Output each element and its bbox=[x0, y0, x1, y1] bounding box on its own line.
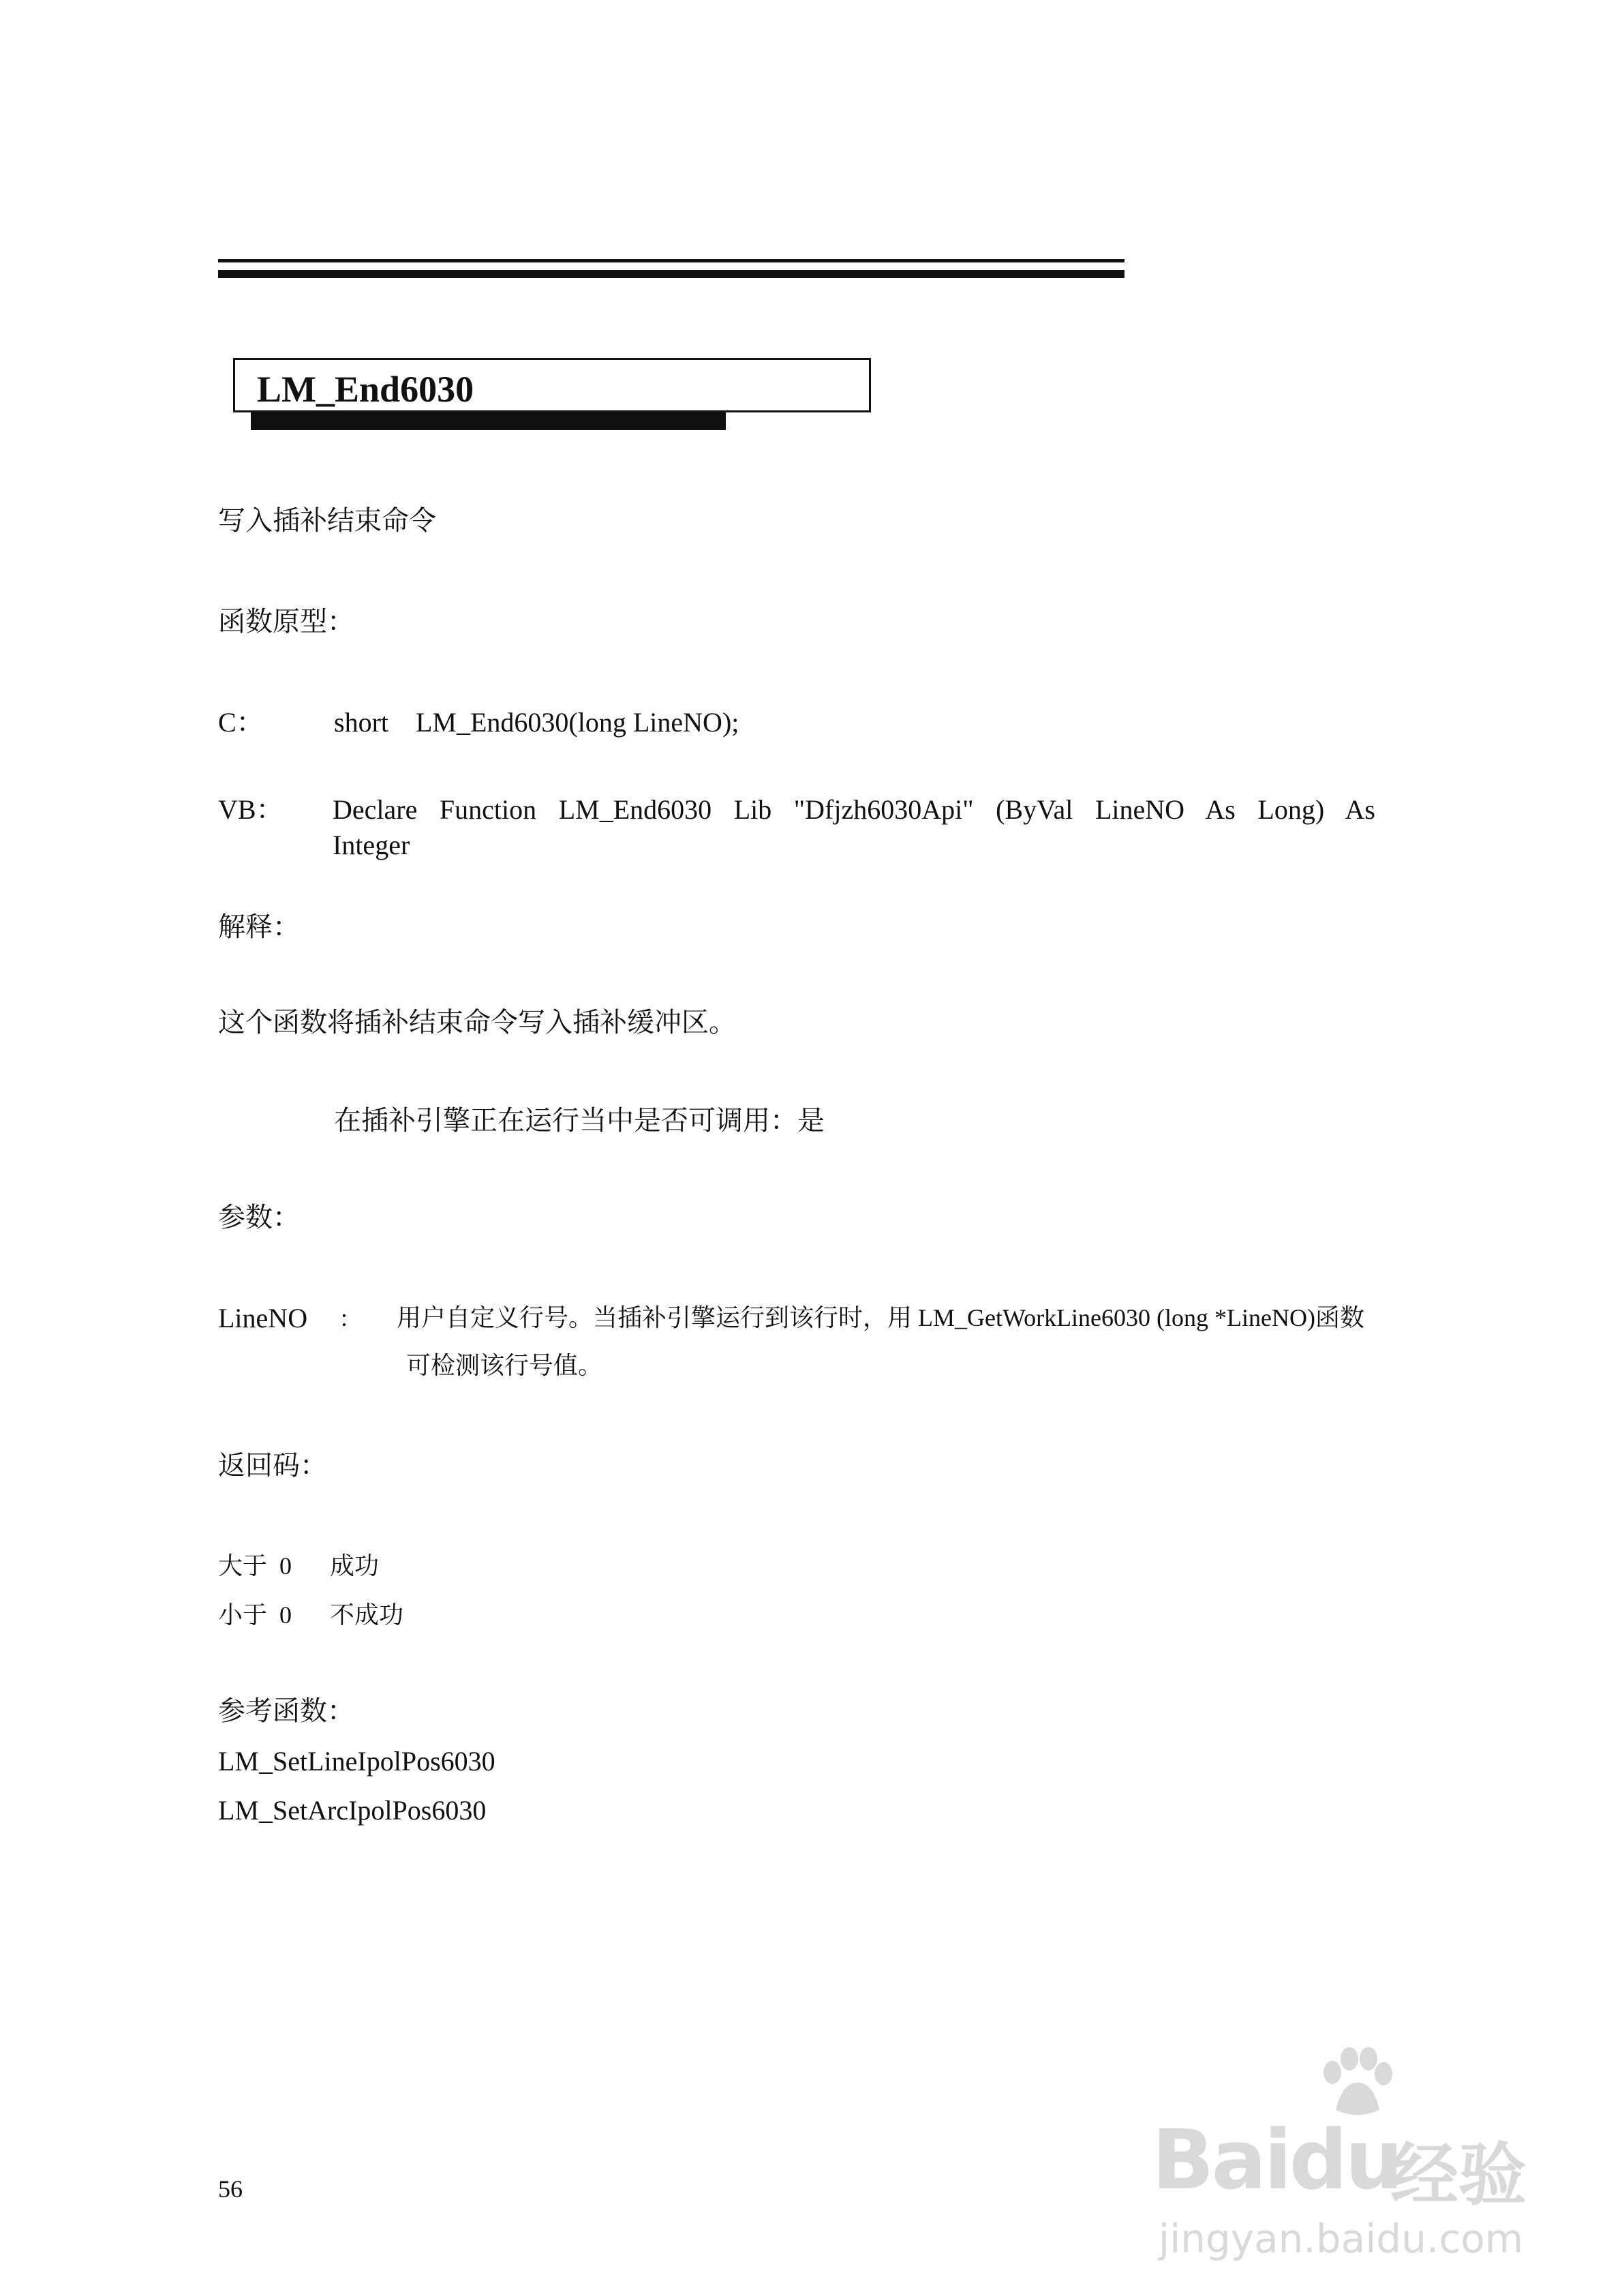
watermark-brand-cn: 经验 bbox=[1390, 2135, 1527, 2215]
watermark-url: jingyan.baidu.com bbox=[1159, 2216, 1524, 2262]
c-code: short LM_End6030(long LineNO); bbox=[334, 707, 739, 738]
param-separator: : bbox=[341, 1304, 348, 1331]
param-desc-line1: 用户自定义行号。当插补引擎运行到该行时，用 LM_GetWorkLine6030 (long *LineNO)函数 bbox=[397, 1304, 1364, 1331]
param-desc-line2: 可检测该行号值。 bbox=[406, 1352, 603, 1379]
reference-item[interactable]: LM_SetArcIpolPos6030 bbox=[218, 1795, 487, 1826]
return-cond-1: 大于 0 bbox=[218, 1552, 292, 1580]
header-rule-thick bbox=[218, 270, 1124, 278]
parameters-heading: 参数： bbox=[218, 1202, 300, 1233]
return-meaning-1: 成功 bbox=[330, 1552, 380, 1580]
reference-item[interactable]: LM_SetLineIpolPos6030 bbox=[218, 1746, 495, 1777]
return-cond-2: 小于 0 bbox=[218, 1601, 292, 1629]
function-summary: 写入插补结束命令 bbox=[218, 505, 436, 536]
header-rule-thin bbox=[218, 259, 1124, 262]
explanation-heading: 解释： bbox=[218, 911, 300, 942]
watermark-brand: Bai bbox=[1152, 2113, 1289, 2208]
return-heading: 返回码： bbox=[218, 1450, 327, 1481]
paw-icon bbox=[1315, 2045, 1397, 2120]
return-meaning-2: 不成功 bbox=[330, 1601, 404, 1629]
vb-code-line1: Declare Function LM_End6030 Lib "Dfjzh6030Api" (ByVal LineNO As Long) As bbox=[333, 794, 1375, 825]
watermark-brand-du: du bbox=[1289, 2113, 1401, 2208]
param-name: LineNO bbox=[218, 1303, 308, 1333]
function-title: LM_End6030 bbox=[257, 369, 474, 410]
vb-code-line2: Integer bbox=[333, 830, 410, 860]
baidu-watermark bbox=[1152, 2045, 1561, 2263]
callable-note: 在插补引擎正在运行当中是否可调用：是 bbox=[334, 1105, 825, 1136]
prototype-heading: 函数原型： bbox=[218, 606, 354, 637]
references-heading: 参考函数： bbox=[218, 1695, 354, 1726]
function-title-box bbox=[233, 358, 871, 412]
title-underbar bbox=[251, 412, 726, 430]
c-label: C： bbox=[218, 707, 264, 738]
explanation-text: 这个函数将插补结束命令写入插补缓冲区。 bbox=[218, 1007, 736, 1038]
vb-label: VB： bbox=[218, 794, 284, 825]
page-number: 56 bbox=[218, 2175, 243, 2203]
